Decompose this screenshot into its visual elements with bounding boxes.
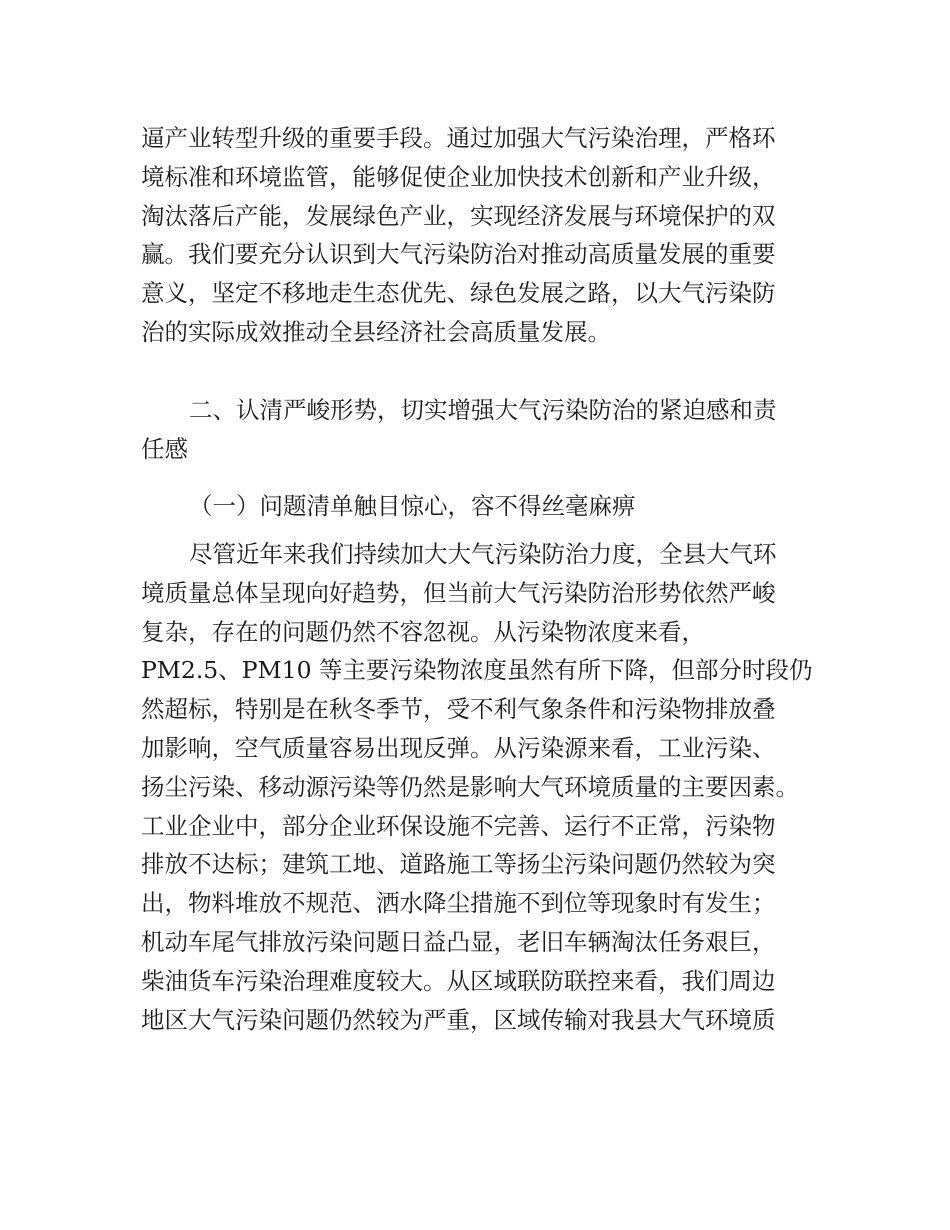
paragraph-line: 机动车尾气排放污染问题日益凸显，老旧车辆淘汰任务艰巨， [141, 927, 776, 956]
paragraph-line: 排放不达标；建筑工地、道路施工等扬尘污染问题仍然较为突 [141, 850, 776, 879]
paragraph-line: 意义，坚定不移地走生态优先、绿色发展之路，以大气污染防 [141, 279, 776, 308]
paragraph-line: 然超标，特别是在秋冬季节，受不利气象条件和污染物排放叠 [141, 695, 776, 724]
paragraph-line: PM2.5、PM10 等主要污染物浓度虽然有所下降，但部分时段仍 [141, 656, 813, 685]
paragraph-line: 境质量总体呈现向好趋势，但当前大气污染防治形势依然严峻 [141, 578, 776, 607]
paragraph-1 [141, 119, 841, 352]
paragraph-line: 出，物料堆放不规范、洒水降尘措施不到位等现象时有发生； [141, 889, 776, 918]
paragraph-line: 工业企业中，部分企业环保设施不完善、运行不正常，污染物 [141, 811, 776, 840]
paragraph-line: 尽管近年来我们持续加大大气污染防治力度，全县大气环 [189, 540, 777, 568]
paragraph-line: 柴油货车污染治理难度较大。从区域联防联控来看，我们周边 [141, 966, 776, 995]
paragraph-2 [141, 535, 841, 1039]
paragraph-line: 逼产业转型升级的重要手段。通过加强大气污染治理，严格环 [141, 124, 776, 152]
paragraph-line: 淘汰落后产能，发展绿色产业，实现经济发展与环境保护的双 [141, 201, 776, 230]
paragraph-line: 治的实际成效推动全县经济社会高质量发展。 [141, 317, 611, 346]
subsection-heading-1 [141, 487, 841, 526]
paragraph-line: 加影响，空气质量容易出现反弹。从污染源来看，工业污染、 [141, 733, 776, 762]
paragraph-line: 地区大气污染问题仍然较为严重，区域传输对我县大气环境质 [141, 1005, 776, 1034]
section-heading-line: 任感 [141, 434, 188, 463]
paragraph-line: 赢。我们要充分认识到大气污染防治对推动高质量发展的重要 [141, 240, 776, 269]
section-heading-2 [141, 391, 841, 469]
subsection-heading-line: （一）问题清单触目惊心，容不得丝毫麻痹 [189, 492, 636, 520]
paragraph-line: 扬尘污染、移动源污染等仍然是影响大气环境质量的主要因素。 [141, 772, 799, 801]
paragraph-line: 境标准和环境监管，能够促使企业加快技术创新和产业升级， [141, 162, 776, 191]
paragraph-line: 复杂，存在的问题仍然不容忽视。从污染物浓度来看， [141, 617, 705, 646]
section-heading-line: 二、认清严峻形势，切实增强大气污染防治的紧迫感和责 [189, 396, 777, 424]
